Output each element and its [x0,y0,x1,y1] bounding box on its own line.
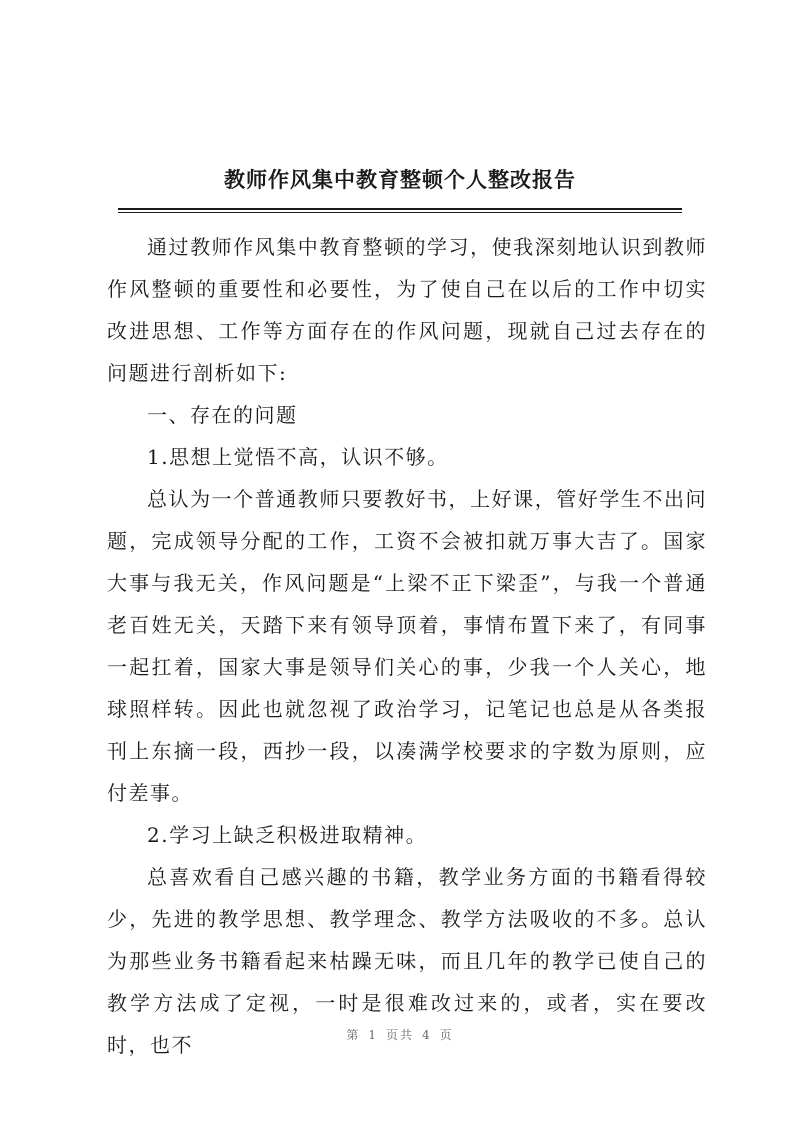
paragraph-learning: 总喜欢看自己感兴趣的书籍，教学业务方面的书籍看得较少，先进的教学思想、教学理念、教学方法吸收的不多。总认为那些业务书籍看起来枯躁无味，而且几年的教学已使自己的教学方法成了定视，一时是很难改过来的，或者，实在要改时，也不 [107,865,707,1057]
page-title: 教师作风集中教育整顿个人整改报告 [224,167,576,192]
page-footer [0,1026,800,1043]
document-body [107,226,707,1066]
paragraph-intro: 通过教师作风集中教育整顿的学习，使我深刻地认识到教师作风整顿的重要性和必要性，为了使自己在以后的工作中切实改进思想、工作等方面存在的作风问题，现就自己过去存在的问题进行剖析如下: [107,235,707,385]
title-divider [118,208,682,213]
footer-label-of: 页共 [385,1028,414,1042]
section-heading-problems: 一、存在的问题 [147,403,298,427]
footer-label-end: 页 [439,1028,454,1042]
footer-total-pages: 4 [422,1028,432,1042]
footer-label-page: 第 [346,1028,361,1042]
footer-current-page: 1 [368,1028,378,1042]
subheading-learning: 2.学习上缺乏积极进取精神。 [147,823,428,847]
paragraph-thinking: 总认为一个普通教师只要教好书，上好课，管好学生不出问题，完成领导分配的工作，工资不会被扣就万事大吉了。国家大事与我无关，作风问题是“上梁不正下梁歪”，与我一个普通老百姓无关，天踏下来有领导顶着，事情布置下来了，有同事一起扛着，国家大事是领导们关心的事，少我一个人关心，地球照样转。因此也就忽视了政治学习，记笔记也总是从各类报刊上东摘一段，西抄一段，以凑满学校要求的字数为原则，应付差事。 [107,487,707,805]
subheading-thinking: 1.思想上觉悟不高，认识不够。 [147,445,449,469]
